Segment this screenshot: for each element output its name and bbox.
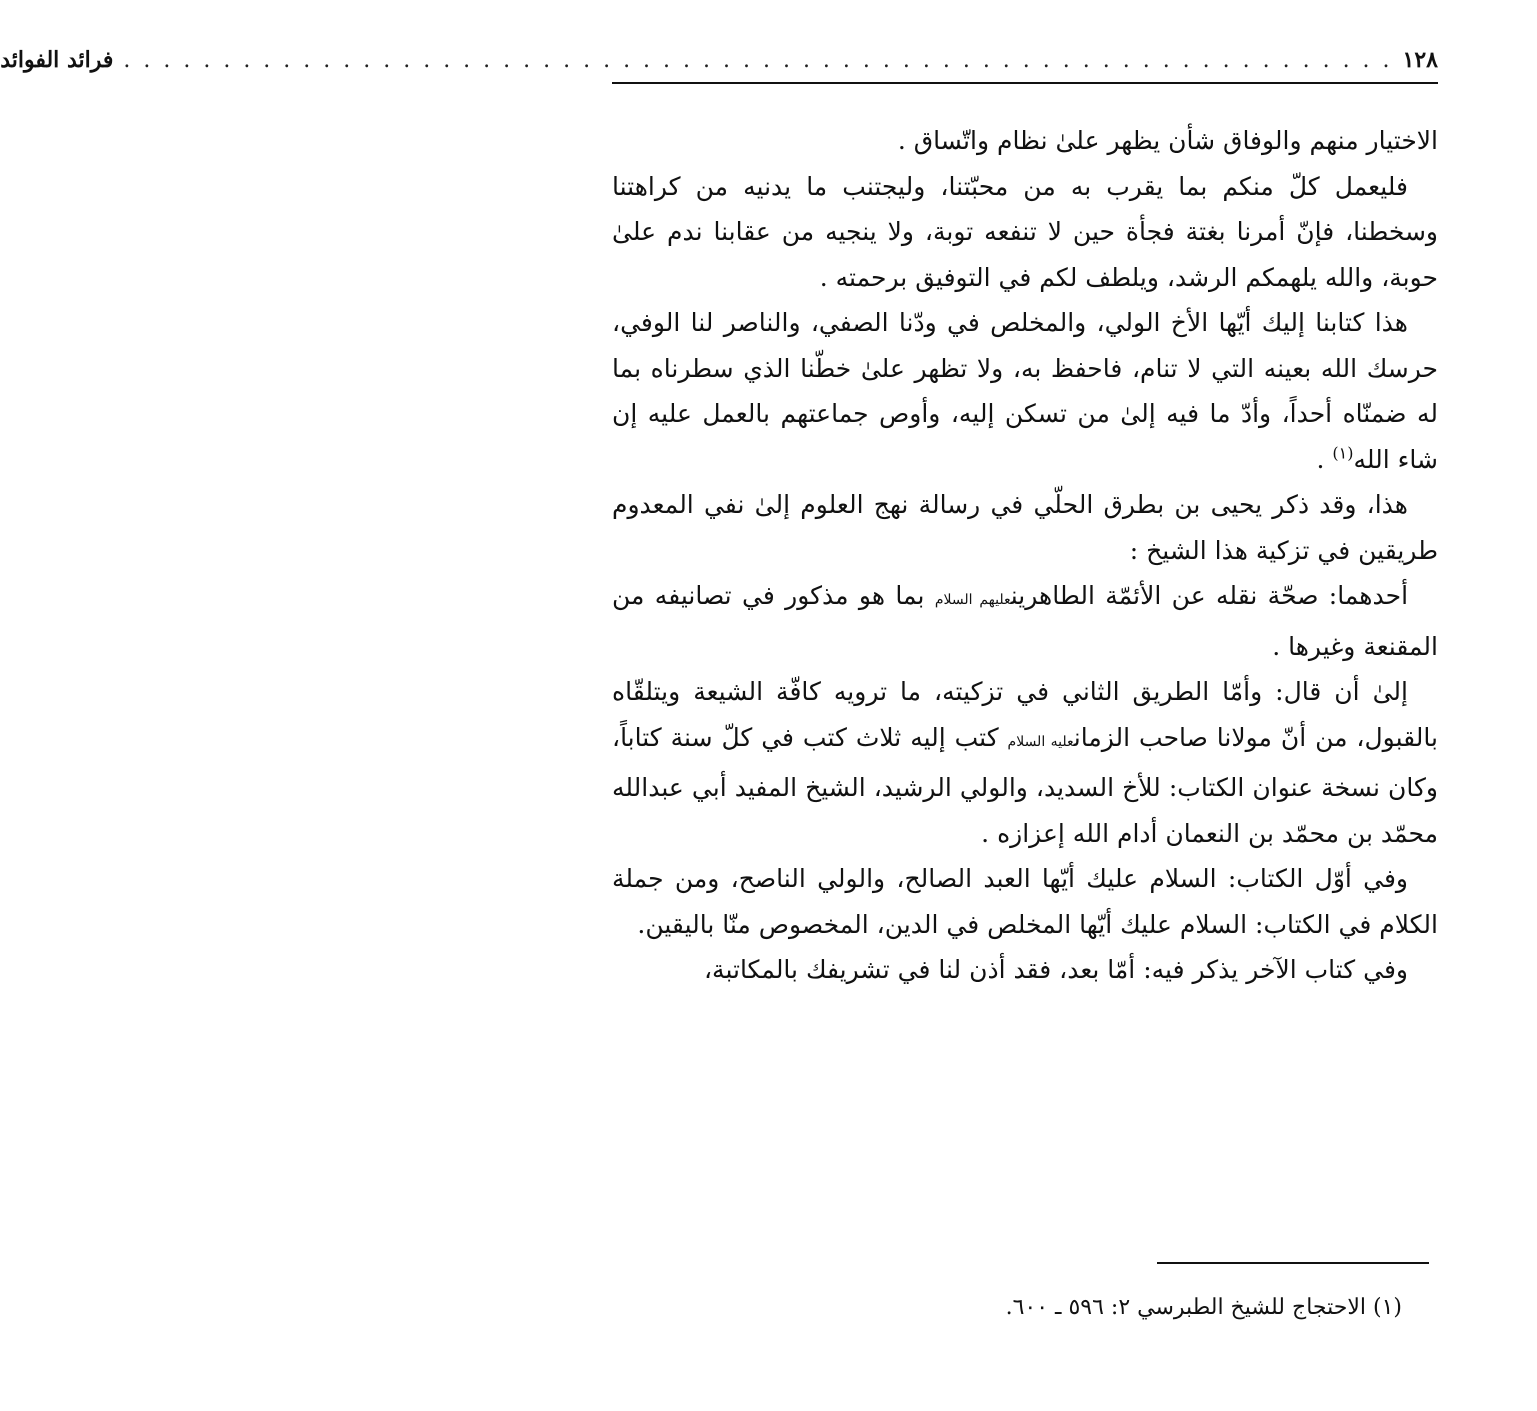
paragraph-2: فليعمل كلّ منكم بما يقرب به من محبّتنا، وليجتنب ما يدنيه من كراهتنا وسخطنا، فإنّ أمرنا بغتة فجأة حين لا تنفعه توبة، ولا ينجيه من عقابنا ندم علىٰ حوبة، والله يلهمكم الرشد، ويلطف لكم في التوفيق برحمته .: [612, 171, 1438, 292]
footnote-reference: (١): [1332, 443, 1354, 463]
paragraph-3: [612, 300, 1438, 482]
body-text: [612, 118, 1438, 993]
paragraph-8: وفي كتاب الآخر يذكر فيه: أمّا بعد، فقد أذن لنا في تشريفك بالمكاتبة،: [703, 955, 1408, 984]
paragraph-4: هذا، وقد ذكر يحيى بن بطرق الحلّي في رسالة نهج العلوم إلىٰ نفي المعدوم طريقين في تزكية هذا الشيخ :: [612, 490, 1438, 565]
honorific-symbol: عليه السلام: [1007, 733, 1074, 750]
page-number: ١٢٨: [1402, 47, 1438, 73]
paragraph-6-text-a: إلىٰ أن قال: وأمّا الطريق الثاني في تزكيته، ما ترويه كافّة الشيعة ويتلقّاه بالقبول، من أنّ مولانا صاحب الزمان: [612, 677, 1438, 752]
paragraph-5-text-a: أحدهما: صحّة نقله عن الأئمّة الطاهرين: [1010, 581, 1409, 610]
paragraph-5: [612, 573, 1438, 669]
footnote: (١) الاحتجاج للشيخ الطبرسي ٢: ٥٩٦ ـ ٦٠٠.: [1005, 1295, 1402, 1320]
header-leader-dots: . . . . . . . . . . . . . . . . . . . . . . . . . . . . . . . . . . . . . . . . . . . . . . . . . . . . . . . . . . . . . . . .: [123, 47, 1393, 73]
footnote-divider: [1157, 1262, 1429, 1264]
honorific-symbol: عليهم السلام: [934, 592, 1011, 608]
paragraph-5-text-b: بما هو مذكور في تصانيفه من المقنعة وغيرها .: [612, 581, 1438, 661]
running-header: [0, 38, 1438, 84]
paragraph-7: وفي أوّل الكتاب: السلام عليك أيّها العبد الصالح، والولي الناصح، ومن جملة الكلام في الكتاب: السلام عليك أيّها المخلص في الدين، المخصوص منّا باليقين.: [612, 864, 1438, 939]
paragraph-3-end: .: [1316, 444, 1325, 474]
paragraph-3-text: هذا كتابنا إليك أيّها الأخ الولي، والمخلص في ودّنا الصفي، والناصر لنا الوفي، حرسك الله بعينه التي لا تنام، فاحفظ به، ولا تظهر علىٰ خطّنا الذي سطرناه بما له ضمنّاه أحداً، وأدّ ما فيه إلىٰ من تسكن إليه، وأوص جماعتهم بالعمل عليه إن شاء الله: [612, 308, 1438, 474]
running-title: فرائد الفوائد: [0, 47, 114, 73]
paragraph-6-text-b: كتب إليه ثلاث كتب في كلّ سنة كتاباً، وكان نسخة عنوان الكتاب: للأخ السديد، والولي الرشيد، الشيخ المفيد أبي عبدالله محمّد بن محمّد بن النعمان أدام الله إعزازه .: [612, 722, 1438, 848]
paragraph-6: [612, 669, 1438, 856]
paragraph-1: الاختيار منهم والوفاق شأن يظهر علىٰ نظام واتّساق .: [897, 126, 1438, 155]
